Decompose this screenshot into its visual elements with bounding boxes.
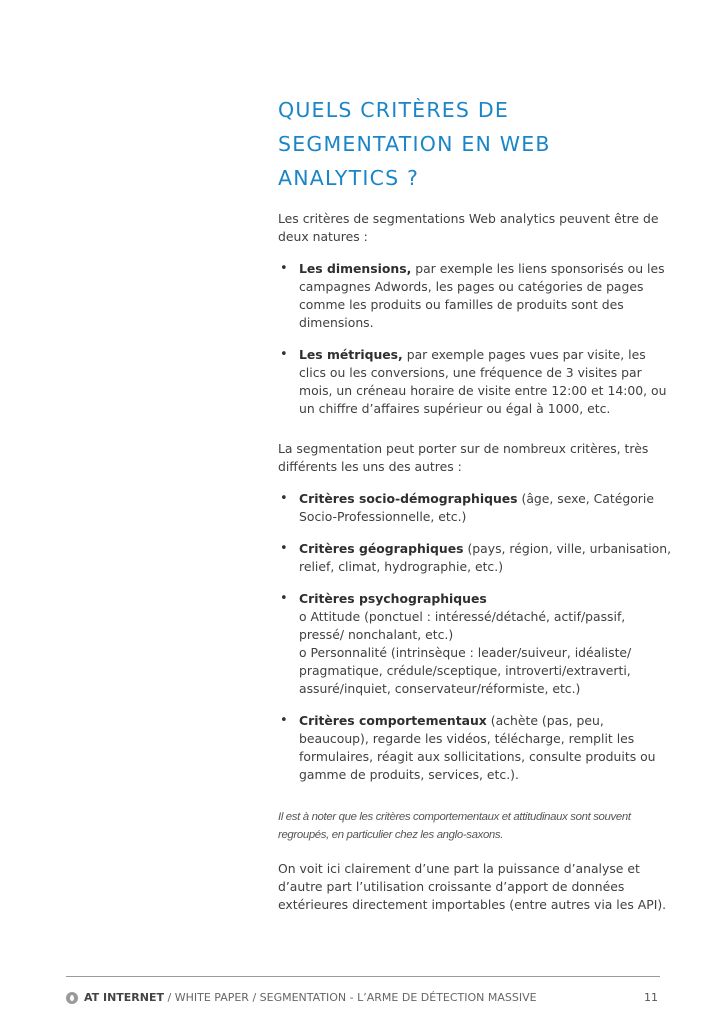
- list-item: [278, 260, 673, 332]
- item-text: par exemple pages vues par visite, les clics ou les conversions, une fréquence de 3 visites par mois, un créneau horaire de visite entre 12:00 et 14:00, ou un chiffre d’affaires supérieur ou égal à 1000, etc.: [299, 347, 667, 416]
- intro-paragraph: Les critères de segmentations Web analytics peuvent être de deux natures :: [278, 211, 659, 244]
- natures-list: [278, 260, 673, 418]
- item-label: Critères socio-démographiques: [299, 491, 518, 506]
- body-text: [278, 210, 673, 914]
- item-text: par exemple les liens sponsorisés ou les campagnes Adwords, les pages ou catégories de pages comme les produits ou familles de produits sont des dimensions.: [299, 261, 665, 330]
- sub-item-personnalite: o Personnalité (intrinsèque : leader/suiveur, idéaliste/ pragmatique, crédule/sceptique, introverti/extraverti, assuré/inquiet, conservateur/réformiste, etc.): [299, 645, 632, 696]
- page-footer: [66, 989, 660, 1007]
- footer-breadcrumb: / WHITE PAPER / SEGMENTATION - L’ARME DE DÉTECTION MASSIVE: [164, 991, 537, 1004]
- sub-item-attitude: o Attitude (ponctuel : intéressé/détaché, actif/passif, pressé/ nonchalant, etc.): [299, 609, 626, 642]
- title-line-2: SEGMENTATION EN WEB: [278, 132, 551, 156]
- drop-logo-icon: [66, 992, 78, 1004]
- footer-brand: AT INTERNET: [84, 991, 165, 1004]
- title-line-1: QUELS CRITÈRES DE: [278, 98, 509, 122]
- closing-paragraph: On voit ici clairement d’une part la puissance d’analyse et d’autre part l’utilisation croissante d’apport de données extérieures directement importables (entre autres via les API).: [278, 861, 667, 912]
- item-label: Critères psychographiques: [299, 591, 487, 606]
- page-number: 11: [644, 991, 658, 1004]
- criteria-list: [278, 490, 673, 784]
- footer-text: [84, 989, 537, 1007]
- item-text: (pays, région, ville, urbanisation, relief, climat, hydrographie, etc.): [299, 541, 672, 574]
- title-line-3: ANALYTICS ?: [278, 166, 420, 190]
- list-item: [278, 346, 673, 418]
- footer-divider: [66, 976, 660, 977]
- list-item: [278, 490, 673, 526]
- page-title: [278, 93, 698, 195]
- item-label: Critères comportementaux: [299, 713, 487, 728]
- item-label: Les dimensions,: [299, 261, 412, 276]
- italic-note: Il est à noter que les critères comportementaux et attitudinaux sont souvent regroupés, en particulier chez les anglo-saxons.: [278, 811, 631, 841]
- criteria-intro-paragraph: La segmentation peut porter sur de nombreux critères, très différents les uns des autres :: [278, 441, 649, 474]
- item-label: Les métriques,: [299, 347, 403, 362]
- item-text: (âge, sexe, Catégorie Socio-Professionnelle, etc.): [299, 491, 654, 524]
- list-item: [278, 590, 673, 698]
- item-text: (achète (pas, peu, beaucoup), regarde les vidéos, télécharge, remplit les formulaires, réagit aux sollicitations, consulte produits ou gamme de produits, services, etc.).: [299, 713, 656, 782]
- list-item: [278, 712, 673, 784]
- item-label: Critères géographiques: [299, 541, 464, 556]
- list-item: [278, 540, 673, 576]
